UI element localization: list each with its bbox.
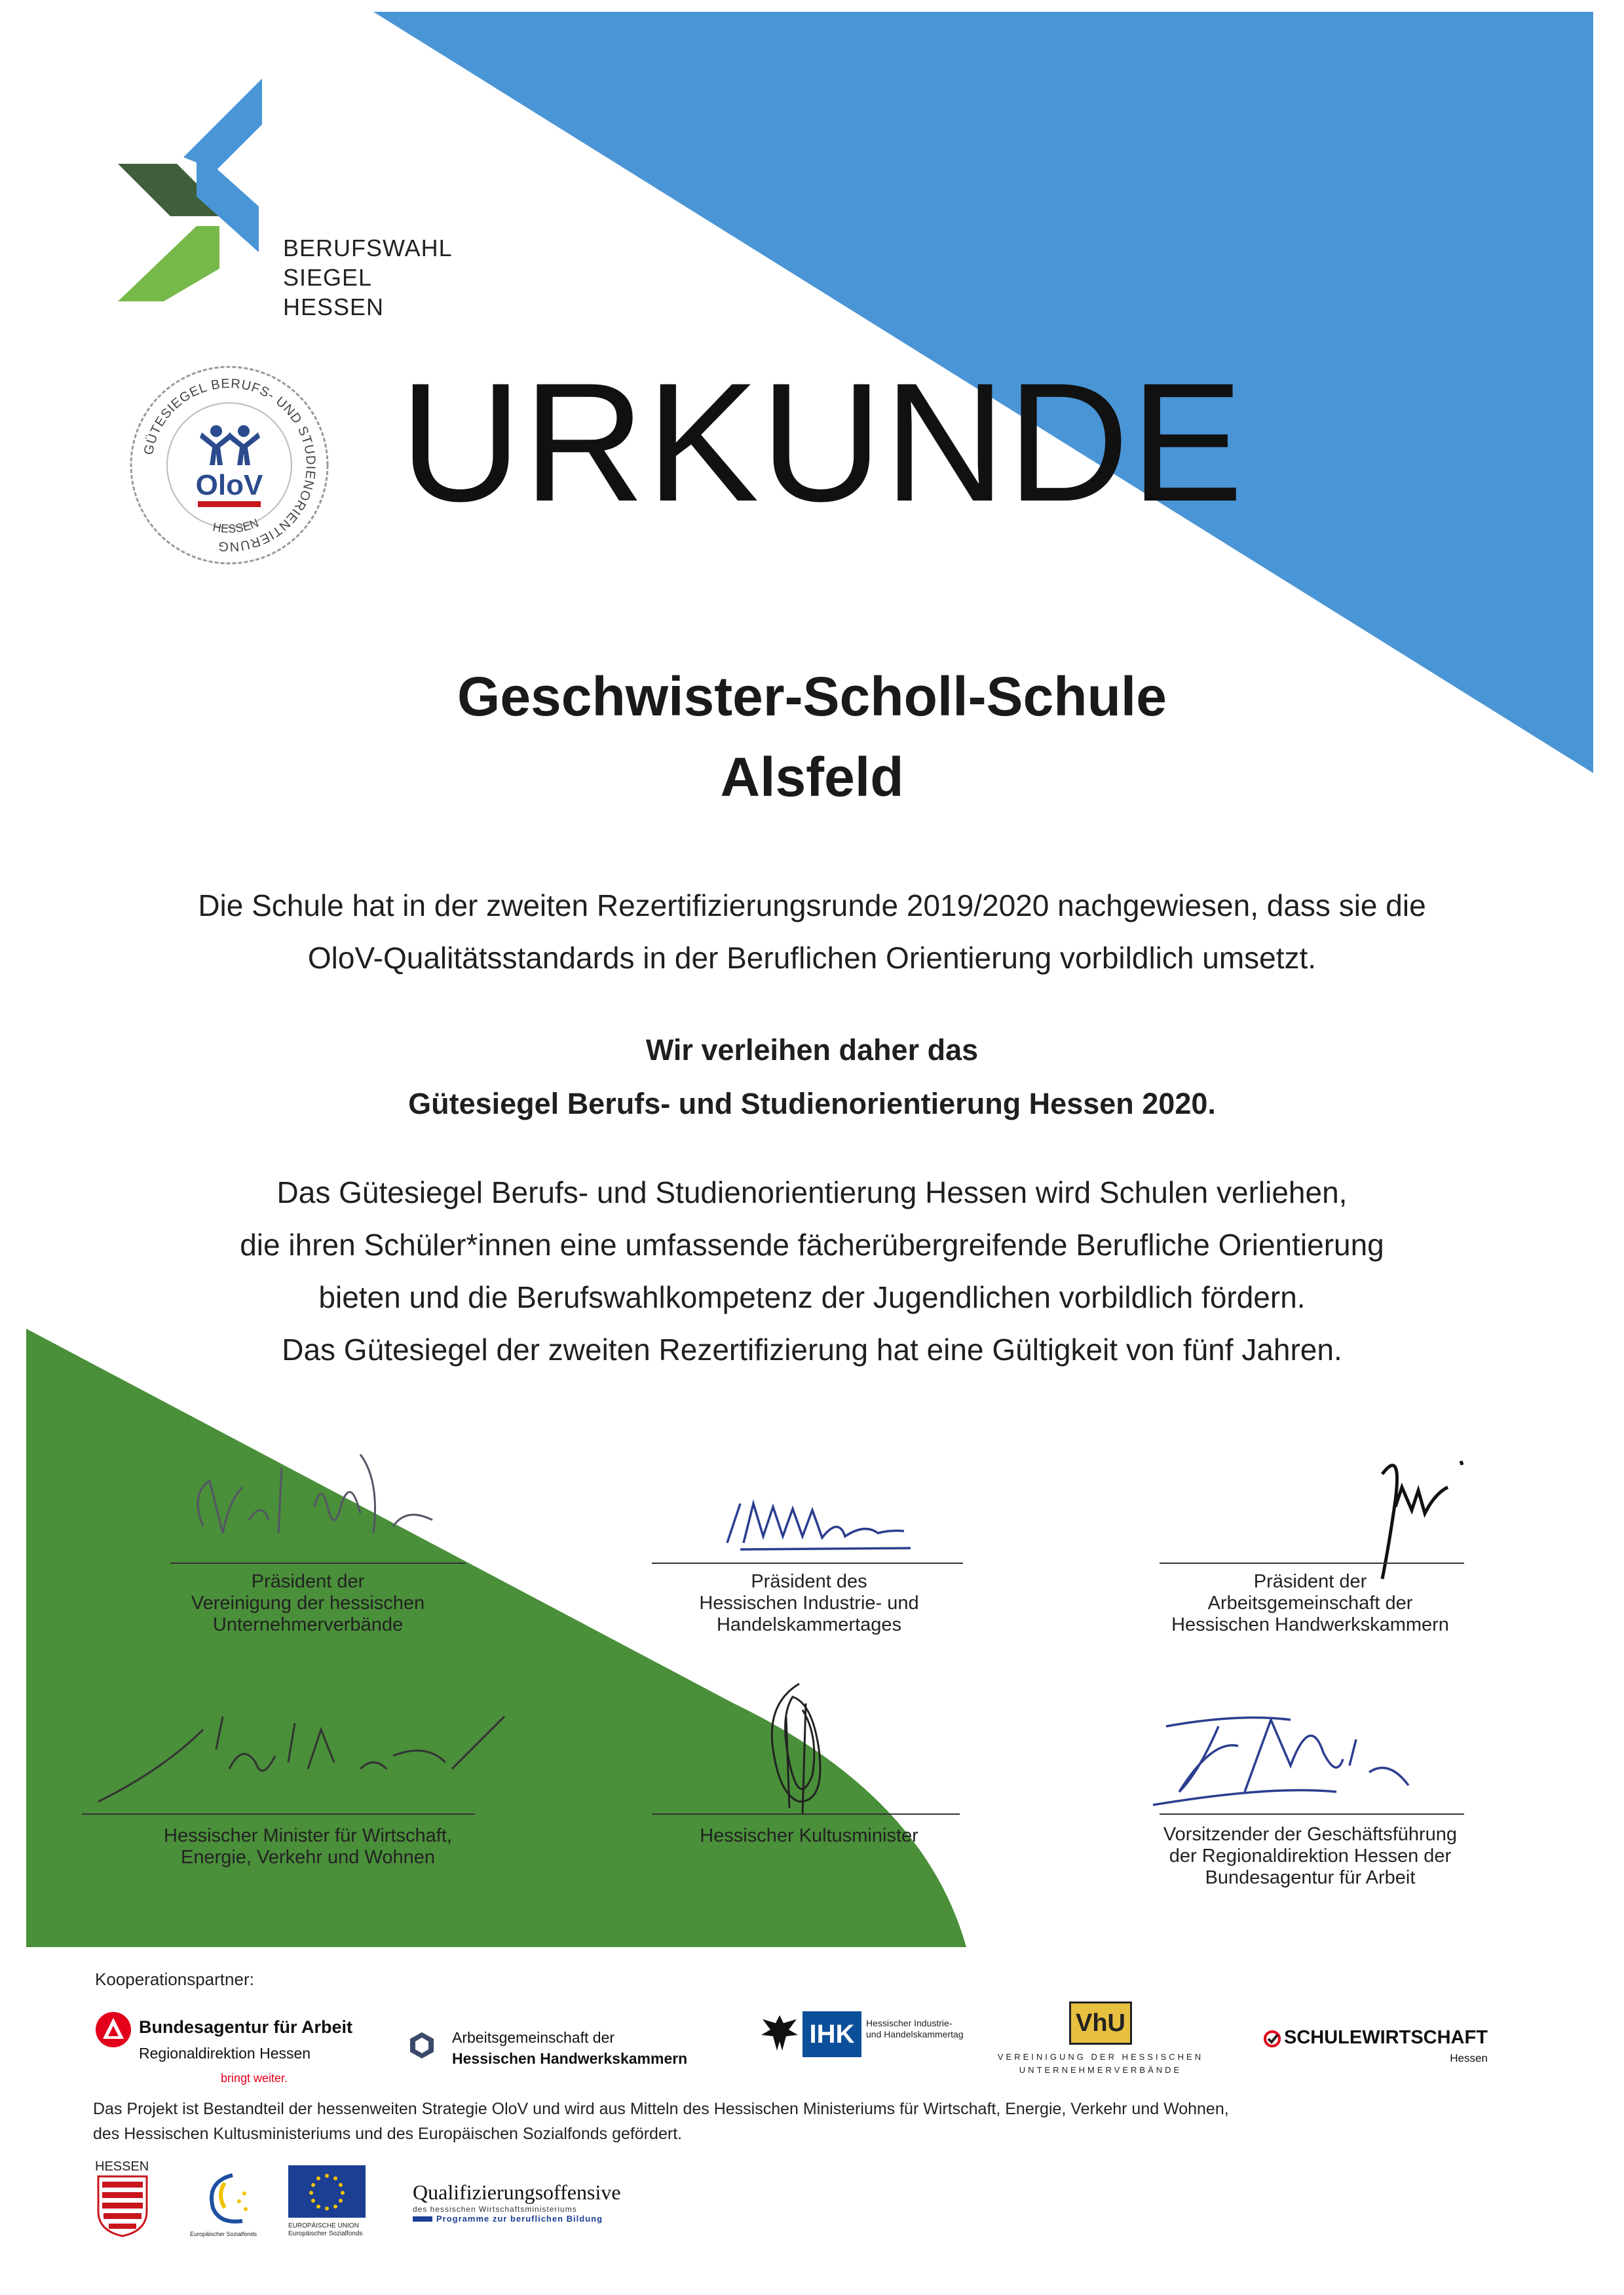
berufswahl-siegel-logo xyxy=(115,79,272,314)
signatory-line: Vereinigung der hessischen xyxy=(191,1593,425,1614)
brand-line-1: BERUFSWAHL xyxy=(283,235,453,261)
signature-3 xyxy=(1363,1448,1481,1592)
eu-text xyxy=(288,2222,362,2238)
ba-logo-icon xyxy=(95,2011,132,2048)
signature-5 xyxy=(740,1677,852,1828)
brand-line-2: SIEGEL xyxy=(283,264,373,291)
signatory-3 xyxy=(1153,1571,1467,1636)
signatory-line: Handelskammertages xyxy=(716,1614,902,1635)
sw-sub: Hessen xyxy=(1450,2052,1488,2064)
signatory-5 xyxy=(655,1825,963,1847)
qualifizierungsoffensive-logo xyxy=(413,2180,621,2224)
paragraph1-line: OloV-Qualitätsstandards in der Beruflichen Orientierung vorbildlich umsetzt. xyxy=(307,941,1317,975)
vhu-text xyxy=(996,2051,1205,2077)
vhu-line: VEREINIGUNG DER HESSISCHEN xyxy=(997,2052,1204,2062)
signatory-line: Hessischer Minister für Wirtschaft, xyxy=(164,1825,452,1846)
signatory-line: Bundesagentur für Arbeit xyxy=(1205,1867,1416,1888)
logo-bar-lightgreen xyxy=(118,226,219,301)
paragraph2-line: Das Gütesiegel der zweiten Rezertifizierung hat eine Gültigkeit von fünf Jahren. xyxy=(282,1333,1342,1367)
seal-graphic xyxy=(124,360,334,570)
signatory-2 xyxy=(655,1571,963,1636)
partner-ba xyxy=(139,2017,352,2089)
signature-4 xyxy=(85,1690,518,1808)
signatory-line: Energie, Verkehr und Wohnen xyxy=(180,1847,435,1868)
school-city: Alsfeld xyxy=(720,746,904,808)
ihk-logo: IHK xyxy=(803,2011,861,2057)
ihk-line: und Handelskammertag xyxy=(866,2029,964,2039)
signatory-6 xyxy=(1153,1824,1467,1889)
paragraph2-line: bieten und die Berufswahlkompetenz der Jugendlichen vorbildlich fördern. xyxy=(318,1280,1306,1314)
certification-paragraph xyxy=(0,879,1624,984)
seal-ring-text: GÜTESIEGEL BERUFS- UND STUDIENORIENTIERUNG xyxy=(141,376,318,554)
school-name: Geschwister-Scholl-Schule xyxy=(457,666,1167,727)
ba-name: Bundesagentur für Arbeit xyxy=(139,2017,353,2037)
ag-line: Hessischen Handwerkskammern xyxy=(452,2050,688,2067)
qo-bars xyxy=(413,2216,432,2222)
hessen-coat-of-arms xyxy=(97,2175,148,2237)
ag-line: Arbeitsgemeinschaft der xyxy=(452,2029,615,2046)
paragraph2-line: Das Gütesiegel Berufs- und Studienorientierung Hessen wird Schulen verliehen, xyxy=(276,1175,1348,1209)
vhu-line: UNTERNEHMERVERBÄNDE xyxy=(1019,2065,1182,2075)
signatory-line: Präsident des xyxy=(751,1571,867,1592)
seal-logo-text: OloV xyxy=(195,469,263,501)
schulewirtschaft-icon xyxy=(1263,2030,1281,2048)
partner-schulewirtschaft xyxy=(1284,2027,1488,2069)
funding-note xyxy=(93,2096,1534,2146)
signatory-line: Präsident der xyxy=(1253,1571,1367,1592)
award-statement xyxy=(0,1023,1624,1131)
hessen-label: HESSEN xyxy=(95,2159,149,2174)
paragraph1-line: Die Schule hat in der zweiten Rezertifizierungsrunde 2019/2020 nachgewiesen, dass sie die xyxy=(198,888,1426,922)
note-line: des Hessischen Kultusministeriums und des Europäischen Sozialfonds gefördert. xyxy=(93,2125,683,2143)
signature-1 xyxy=(183,1441,472,1572)
signatory-line: der Regionaldirektion Hessen der xyxy=(1169,1846,1452,1867)
seal-red-bar xyxy=(198,501,261,507)
signatory-line: Hessischer Kultusminister xyxy=(700,1825,918,1846)
qo-sub: des hessischen Wirtschaftsministeriums xyxy=(413,2205,577,2214)
paragraph2-line: die ihren Schüler*innen eine umfassende fächerübergreifende Berufliche Orientierung xyxy=(240,1228,1384,1262)
eu-line: EUROPÄISCHE UNION xyxy=(288,2222,359,2229)
seal-bottom-text: HESSEN xyxy=(212,516,261,536)
vhu-logo: VhU xyxy=(1069,2001,1132,2045)
seal-inner-ring xyxy=(167,403,292,527)
sw-name: SCHULEWIRTSCHAFT xyxy=(1284,2027,1488,2048)
partner-ag xyxy=(452,2027,687,2069)
eu-line: Europäischer Sozialfonds xyxy=(288,2230,363,2237)
esf-logo xyxy=(193,2169,265,2234)
ihk-eagle-icon xyxy=(760,2013,799,2053)
award-line: Gütesiegel Berufs- und Studienorientierung Hessen 2020. xyxy=(408,1087,1216,1120)
signature-2 xyxy=(714,1490,924,1563)
ba-sub: Regionaldirektion Hessen xyxy=(139,2045,311,2062)
signatory-line: Arbeitsgemeinschaft der xyxy=(1207,1593,1413,1614)
qo-title: Qualifizierungsoffensive xyxy=(413,2180,621,2204)
partners-label: Kooperationspartner: xyxy=(95,1969,254,1989)
document-title: URKUNDE xyxy=(400,347,1245,537)
brand-line-3: HESSEN xyxy=(283,294,385,320)
eu-flag xyxy=(288,2165,366,2218)
signatory-line: Hessischen Handwerkskammern xyxy=(1171,1614,1449,1635)
signature-6 xyxy=(1140,1700,1422,1811)
signatory-4 xyxy=(131,1825,485,1868)
ihk-line: Hessischer Industrie- xyxy=(866,2018,953,2028)
ag-logo-icon xyxy=(407,2031,436,2060)
ihk-text xyxy=(866,2018,964,2040)
award-line: Wir verleihen daher das xyxy=(645,1033,979,1067)
signatory-line: Hessischen Industrie- und xyxy=(699,1593,919,1614)
ba-tag: bringt weiter. xyxy=(221,2072,288,2085)
seal-description xyxy=(0,1166,1624,1376)
logo-bar-blue xyxy=(183,79,262,170)
note-line: Das Projekt ist Bestandteil der hessenweiten Strategie OloV und wird aus Mitteln des Hessischen Ministeriums für Wirtschaft, Energie, Verkehr und Wohnen, xyxy=(93,2100,1229,2118)
signatory-line: Vorsitzender der Geschäftsführung xyxy=(1163,1824,1458,1845)
signatory-1 xyxy=(157,1571,459,1636)
brand-text xyxy=(283,233,453,322)
esf-text: Europäischer Sozialfonds xyxy=(190,2231,257,2237)
olov-seal xyxy=(124,360,334,570)
signatory-line: Präsident der xyxy=(251,1571,365,1592)
signatory-line: Unternehmerverbände xyxy=(212,1614,404,1635)
qo-program: Programme zur beruflichen Bildung xyxy=(436,2214,603,2224)
